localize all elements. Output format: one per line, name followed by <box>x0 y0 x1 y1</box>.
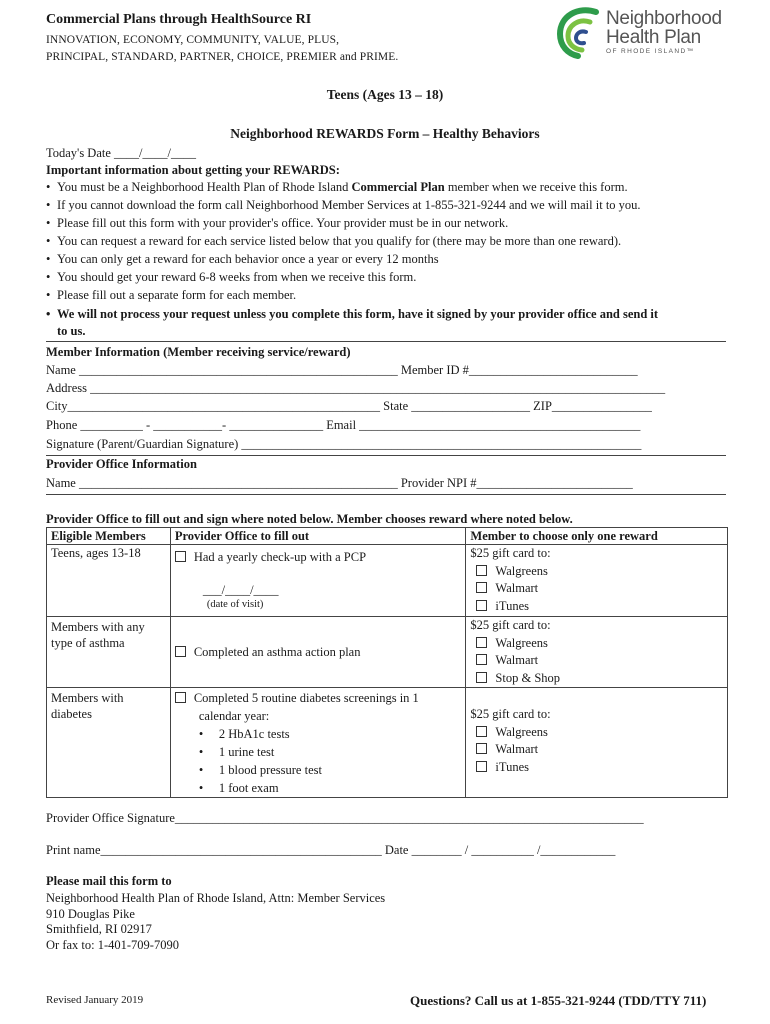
checkbox-icon[interactable] <box>476 761 487 772</box>
bullet-dot-icon: • <box>198 745 204 759</box>
form-title: Neighborhood REWARDS Form – Healthy Behaviors <box>230 126 540 141</box>
bullet-dot-icon: • <box>46 307 51 321</box>
table-intro: Provider Office to fill out and sign where noted below. Member chooses reward where noted below. <box>46 512 573 526</box>
info-bullet-2: • If you cannot download the form call Neighborhood Member Services at 1-855-321-9244 and we will mail it to you. <box>46 198 641 212</box>
eligible-line: Members with <box>51 691 124 705</box>
bullet-dot-icon: • <box>198 727 204 741</box>
col-header-provider: Provider Office to fill out <box>170 528 466 545</box>
info-bullet-warning-cont: to us. <box>57 324 86 338</box>
reward-option[interactable]: Walgreens <box>470 635 723 653</box>
checkbox-icon[interactable] <box>175 646 186 657</box>
mail-address-line: Smithfield, RI 02917 <box>46 922 152 936</box>
plan-list-line-2: PRINCIPAL, STANDARD, PARTNER, CHOICE, PREMIER and PRIME. <box>46 51 399 63</box>
table-row <box>47 545 728 617</box>
info-bullet-7: • Please fill out a separate form for each member. <box>46 288 297 302</box>
plan-list <box>46 32 398 66</box>
mail-address-line: 910 Douglas Pike <box>46 907 135 921</box>
divider <box>46 455 726 456</box>
eligible-cell: Teens, ages 13-18 <box>47 545 171 617</box>
todays-date-field[interactable]: Today's Date ____/____/____ <box>46 146 196 160</box>
reward-option[interactable]: iTunes <box>470 598 723 616</box>
reward-option[interactable]: iTunes <box>470 759 723 777</box>
checkbox-icon[interactable] <box>476 672 487 683</box>
divider <box>46 494 726 495</box>
bullet-dot-icon: • <box>198 781 204 795</box>
checkbox-icon[interactable] <box>175 551 186 562</box>
reward-label: $25 gift card to: <box>470 618 551 632</box>
phone-email-field[interactable]: Phone __________ - ___________- _______________ Email _____________________________________________ <box>46 418 641 432</box>
plan-list-line-1: INNOVATION, ECONOMY, COMMUNITY, VALUE, PLUS, <box>46 34 340 46</box>
provider-info-heading: Provider Office Information <box>46 457 197 471</box>
checkbox-icon[interactable] <box>476 637 487 648</box>
diabetes-service-cont: calendar year: <box>198 709 270 723</box>
bullet-dot-icon: • <box>46 234 51 248</box>
logo-swirl-icon <box>556 6 602 62</box>
member-name-field[interactable]: Name ___________________________________________________ Member ID #___________________________ <box>46 363 638 377</box>
info-bullet-3: • Please fill out this form with your provider's office. Your provider must be in our network. <box>46 216 509 230</box>
print-name-date-field[interactable]: Print name_____________________________________________ Date ________ / __________ /____________ <box>46 843 616 857</box>
info-bullet-6: • You should get your reward 6-8 weeks from when we receive this form. <box>46 270 417 284</box>
screening-item: • 1 blood pressure test <box>198 763 322 777</box>
bullet-dot-icon: • <box>46 288 51 302</box>
asthma-checkbox-row[interactable]: Completed an asthma action plan <box>175 645 462 660</box>
col-header-reward: Member to choose only one reward <box>466 528 728 545</box>
guardian-signature-field[interactable]: Signature (Parent/Guardian Signature) ________________________________________________________________ <box>46 437 642 451</box>
bullet-dot-icon: • <box>46 252 51 266</box>
eligible-line: diabetes <box>51 707 92 721</box>
info-bullet-warning: • We will not process your request unless you complete this form, have it signed by your provider office and send it <box>46 307 659 321</box>
bullet-dot-icon: • <box>46 216 51 230</box>
visit-date-note: (date of visit) <box>206 599 264 610</box>
reward-label: $25 gift card to: <box>470 546 551 560</box>
bullet-dot-icon: • <box>198 763 204 777</box>
neighborhood-logo <box>556 6 734 64</box>
checkbox-icon[interactable] <box>476 600 487 611</box>
checkbox-icon[interactable] <box>476 654 487 665</box>
checkbox-icon[interactable] <box>476 743 487 754</box>
mail-heading: Please mail this form to <box>46 874 172 888</box>
address-field[interactable]: Address ____________________________________________________________________________________________ <box>46 381 666 395</box>
logo-line-2: Health Plan <box>606 27 701 48</box>
screening-item: • 1 urine test <box>198 745 275 759</box>
reward-label: $25 gift card to: <box>470 707 551 721</box>
reward-option[interactable]: Walgreens <box>470 563 723 581</box>
questions-phone: Questions? Call us at 1-855-321-9244 (TDD/TTY 711) <box>410 993 707 1008</box>
screening-item: • 2 HbA1c tests <box>198 727 290 741</box>
checkup-checkbox-row[interactable]: Had a yearly check-up with a PCP <box>175 549 462 566</box>
table-header-row <box>47 528 728 545</box>
reward-option[interactable]: Walmart <box>470 580 723 598</box>
reward-option[interactable]: Walgreens <box>470 724 723 742</box>
member-info-heading: Member Information (Member receiving service/reward) <box>46 345 351 359</box>
table-row <box>47 688 728 798</box>
visit-date-field[interactable]: ___/____/____ <box>202 583 279 597</box>
logo-line-1: Neighborhood <box>606 8 722 29</box>
table-row <box>47 617 728 688</box>
revised-date: Revised January 2019 <box>46 994 144 1006</box>
provider-name-field[interactable]: Name ___________________________________________________ Provider NPI #_________________________ <box>46 476 633 490</box>
mail-address-line: Neighborhood Health Plan of Rhode Island, Attn: Member Services <box>46 891 386 905</box>
col-header-eligible: Eligible Members <box>47 528 171 545</box>
info-bullet-1: • You must be a Neighborhood Health Plan of Rhode Island Commercial Plan member when we receive this form. <box>46 180 628 194</box>
reward-option[interactable]: Walmart <box>470 652 723 670</box>
info-bullet-4: • You can request a reward for each service listed below that you qualify for (there may be more than one reward). <box>46 234 622 248</box>
reward-option[interactable]: Walmart <box>470 741 723 759</box>
important-heading: Important information about getting your REWARDS: <box>46 163 340 177</box>
fax-line: Or fax to: 1-401-709-7090 <box>46 938 179 952</box>
logo-line-3: OF RHODE ISLAND™ <box>606 48 695 55</box>
provider-signature-field[interactable]: Provider Office Signature___________________________________________________________________________ <box>46 811 644 825</box>
checkbox-icon[interactable] <box>476 582 487 593</box>
bullet-dot-icon: • <box>46 198 51 212</box>
rewards-table <box>46 527 728 798</box>
city-state-zip-field[interactable]: City__________________________________________________ State ___________________ ZIP________________ <box>46 399 652 413</box>
reward-option[interactable]: Stop & Shop <box>470 670 723 688</box>
checkbox-icon[interactable] <box>175 692 186 703</box>
screening-item: • 1 foot exam <box>198 781 279 795</box>
checkbox-icon[interactable] <box>476 565 487 576</box>
bullet-dot-icon: • <box>46 270 51 284</box>
info-bullet-5: • You can only get a reward for each behavior once a year or every 12 months <box>46 252 439 266</box>
age-group-title: Teens (Ages 13 – 18) <box>326 87 444 102</box>
divider <box>46 341 726 342</box>
checkbox-icon[interactable] <box>476 726 487 737</box>
header-title: Commercial Plans through HealthSource RI <box>46 12 312 27</box>
diabetes-checkbox-row[interactable]: Completed 5 routine diabetes screenings in 1 <box>175 689 462 707</box>
eligible-line: type of asthma <box>51 636 125 650</box>
bullet-dot-icon: • <box>46 180 51 194</box>
eligible-line: Members with any <box>51 620 145 634</box>
